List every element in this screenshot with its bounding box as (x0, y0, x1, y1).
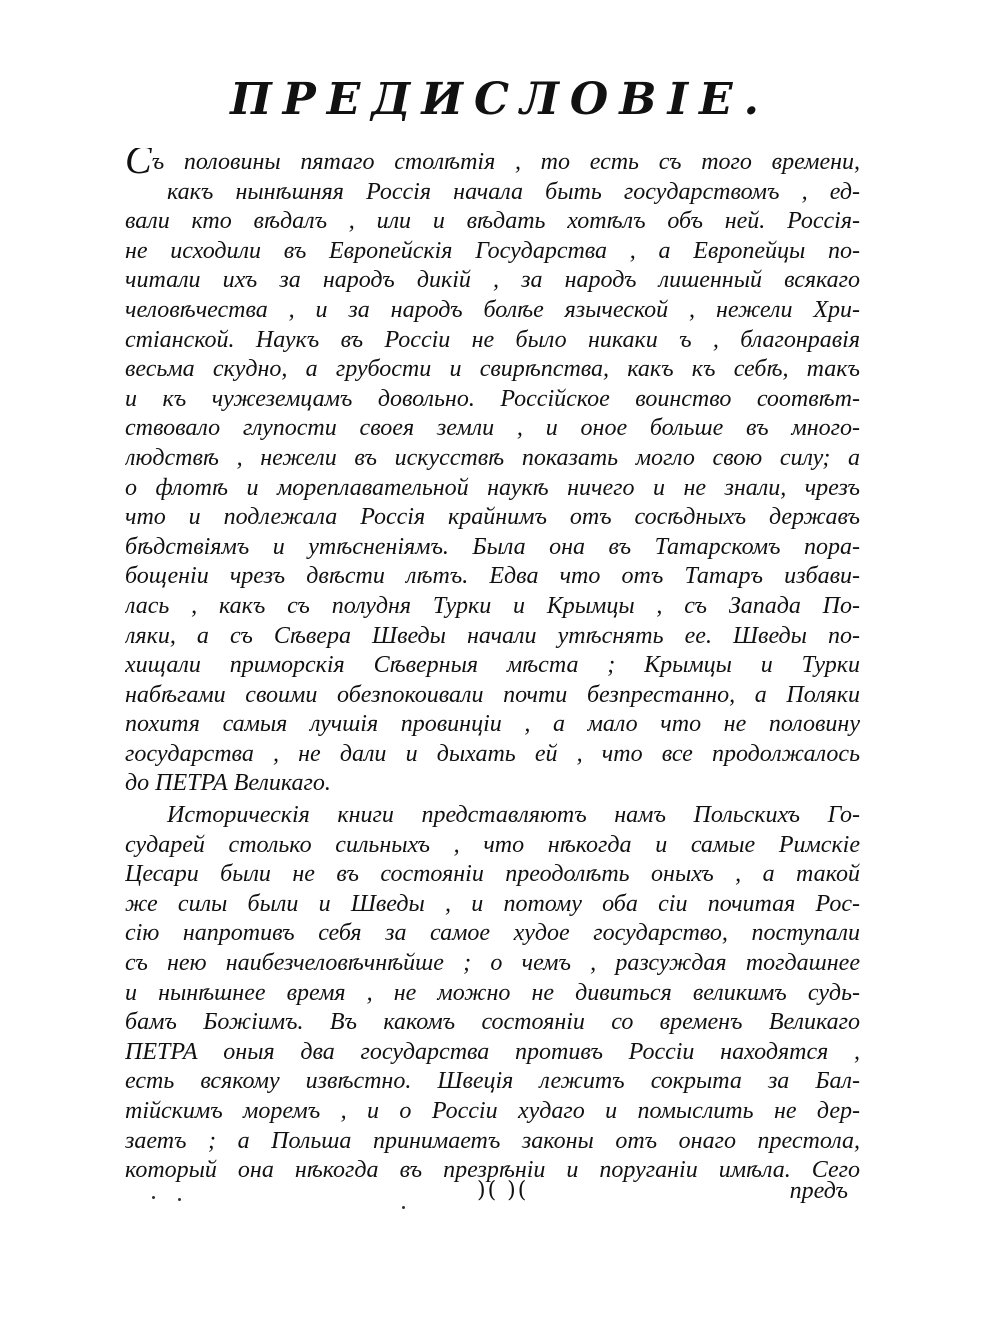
text-line: Съ половины пятаго столѣтія , то есть съ того времени, (125, 148, 860, 178)
text-line: какъ нынѣшняя Россія начала быть государствомъ , ед- (167, 178, 860, 205)
ink-speck (178, 1198, 181, 1201)
text-line: который она нѣкогда въ презрѣніи и поруганіи имѣла. Сего (125, 1157, 860, 1184)
text-line: не исходили въ Европейскія Государства , а Европейцы по- (125, 237, 860, 264)
text-line: до ПЕТРА Великаго. (125, 770, 331, 797)
text-line: весьма скудно, а грубости и свирѣпства, какъ къ себѣ, такъ (125, 356, 860, 383)
text-line: людствѣ , нежели въ искусствѣ показать могло свою силу; а (125, 444, 860, 471)
text-line: есть всякому извѣстно. Швеція лежитъ сокрыта за Бал- (125, 1068, 860, 1095)
text-line: и нынѣшнее время , не можно не дивиться великимъ судь- (125, 979, 860, 1006)
ink-speck (152, 1196, 155, 1199)
page-footer (125, 1178, 860, 1212)
text-line: бощеніи чрезъ двѣсти лѣтъ. Едва что отъ Татаръ избави- (125, 563, 860, 590)
paragraph-2 (125, 801, 860, 1186)
text-line: похитя самыя лучшія провинціи , а мало что не половину (125, 711, 860, 738)
text-line: и къ чужеземцамъ довольно. Россійское воинство соотвѣт- (125, 385, 860, 412)
text-line: Историческія книги представляютъ намъ Польскихъ Го- (167, 802, 860, 828)
text-line: заетъ ; а Польша принимаетъ законы отъ онаго престола, (125, 1127, 860, 1154)
text-line: ствовало глупости своея земли , и оное больше въ много- (125, 415, 860, 442)
paragraph-1 (125, 148, 860, 799)
ink-speck (402, 1206, 405, 1209)
text-line: бѣдствіямъ и утѣсненіямъ. Была она въ Татарскомъ пора- (125, 533, 860, 560)
text-line: набѣгами своими обезпокоивали почти безпрестанно, а Поляки (125, 681, 860, 708)
page-title: ПРЕДИСЛОВІЕ. (230, 74, 770, 125)
drop-cap: С (125, 148, 152, 178)
catchword: предъ (789, 1178, 848, 1204)
signature-mark: )( )( (477, 1178, 529, 1203)
text-line: же силы были и Шведы , и потому оба сіи почитая Рос- (125, 890, 860, 917)
text-line: лась , какъ съ полудня Турки и Крымцы , съ Запада По- (125, 592, 860, 619)
text-line: съ нею наибезчеловѣчнѣйше ; о чемъ , разсуждая тогдашнее (125, 949, 860, 976)
text-line: бамъ Божіимъ. Въ какомъ состояніи со временъ Великаго (125, 1009, 860, 1036)
text-line: что и подлежала Россія крайнимъ отъ сосѣдныхъ державъ (125, 504, 860, 531)
text-line: ПЕТРА оныя два государства противъ Россіи находятся , (125, 1038, 860, 1065)
text-line: вали кто вѣдалъ , или и вѣдать хотѣлъ объ ней. Россія- (125, 208, 860, 235)
text-line: о флотѣ и мореплавательной наукѣ ничего и не знали, чрезъ (125, 474, 860, 501)
text-line: сударей столько сильныхъ , что нѣкогда и самые Римскіе (125, 831, 860, 858)
text-line: сію напротивъ себя за самое худое государство, поступали (125, 920, 860, 947)
text-line: читали ихъ за народъ дикій , за народъ лишенный всякаго (125, 267, 860, 294)
text-line: Цесари были не въ состояніи преодолѣть оныхъ , а такой (125, 861, 860, 888)
text-line: человѣчества , и за народъ болѣе языческой , нежели Хри- (125, 296, 860, 323)
text-line: хищали приморскія Сѣверныя мѣста ; Крымцы и Турки (125, 652, 860, 679)
text-line: стіанской. Наукъ въ Россіи не было никаки ъ , благонравія (125, 326, 860, 353)
text-line: ляки, а съ Сѣвера Шведы начали утѣснять ее. Шведы по- (125, 622, 860, 649)
text-line: государства , не дали и дыхать ей , что все продолжалось (125, 740, 860, 767)
text-line: тійскимъ моремъ , и о Россіи худаго и помыслить не дер- (125, 1097, 860, 1124)
